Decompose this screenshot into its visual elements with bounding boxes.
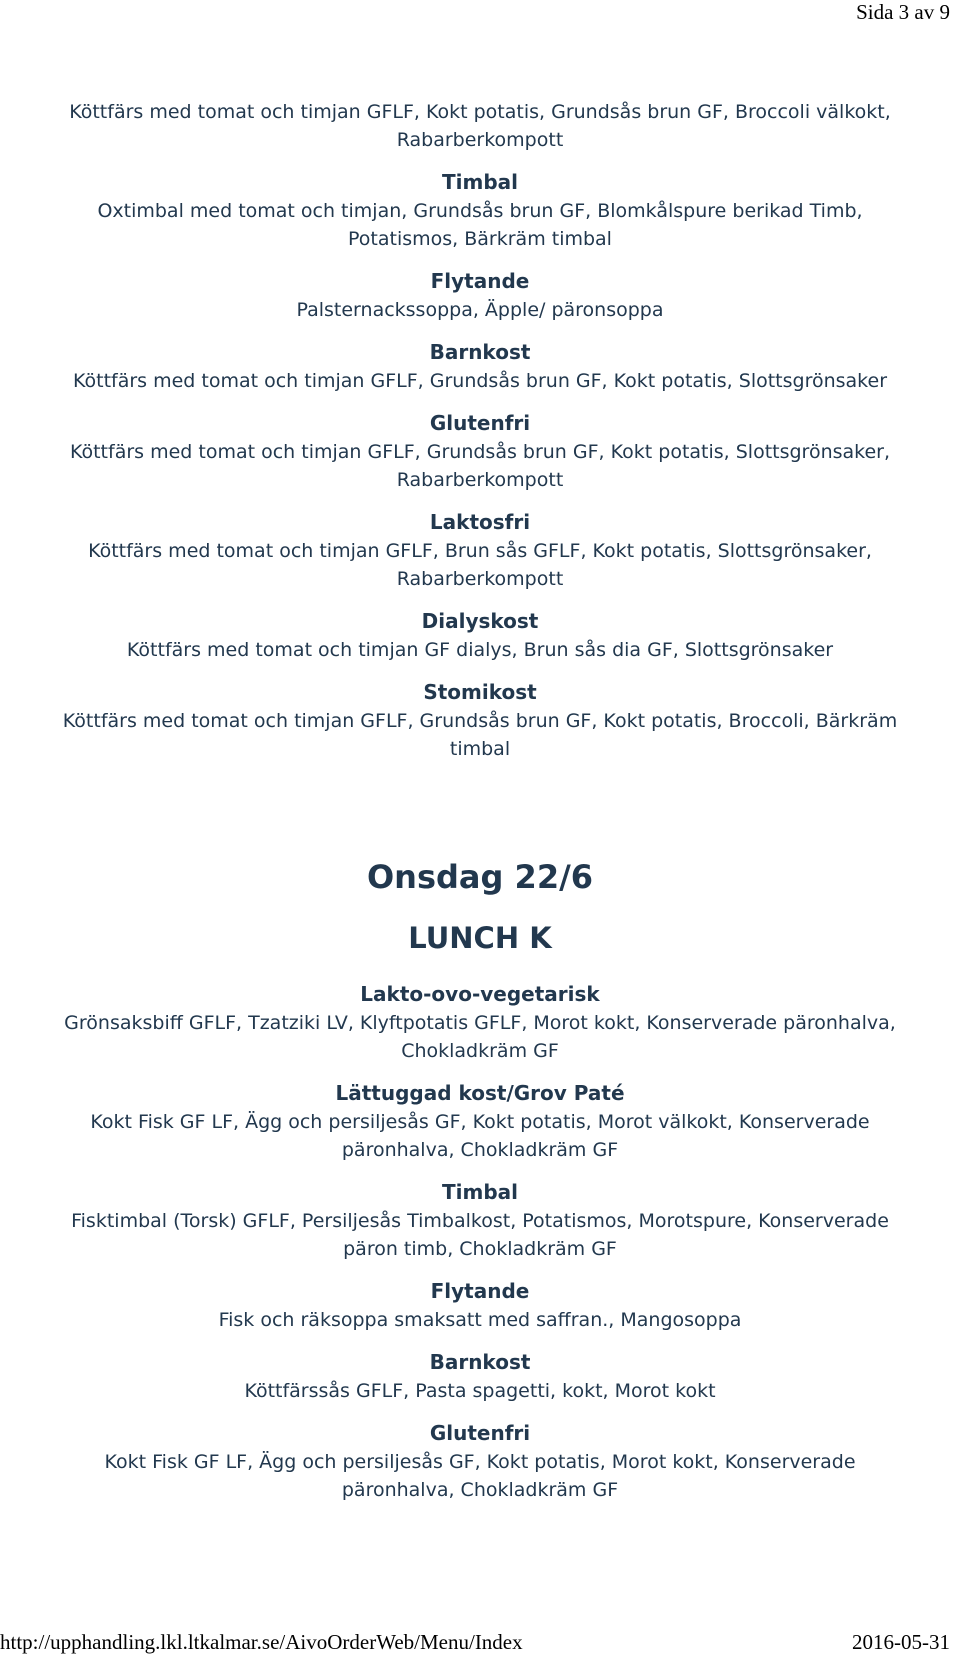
menu-section-text: Köttfärs med tomat och timjan GFLF, Grundsås brun GF, Kokt potatis, Broccoli, Bärkräm timbal (62, 710, 898, 760)
menu-section-lakto-ovo-vegetarisk (0, 980, 960, 1065)
menu-section-heading: Flytande (430, 1279, 530, 1303)
menu-section-heading: Dialyskost (421, 609, 539, 633)
menu-section-lattuggad-kost (0, 1079, 960, 1164)
menu-section-text: Oxtimbal med tomat och timjan, Grundsås brun GF, Blomkålspure berikad Timb, Potatismos, Bärkräm timbal (97, 200, 863, 250)
menu-section-text: Köttfärs med tomat och timjan GFLF, Grundsås brun GF, Kokt potatis, Slottsgrönsaker, Rabarberkompott (69, 441, 891, 491)
footer-url[interactable]: http://upphandling.lkl.ltkalmar.se/AivoOrderWeb/Menu/Index (0, 1630, 523, 1654)
day-menu (0, 856, 960, 1518)
meal-title: LUNCH K (408, 921, 552, 955)
menu-section-stomikost (0, 678, 960, 763)
menu-section-text: Köttfärs med tomat och timjan GFLF, Kokt potatis, Grundsås brun GF, Broccoli välkokt, Rabarberkompott (69, 101, 891, 151)
menu-section-text: Köttfärs med tomat och timjan GFLF, Brun sås GFLF, Kokt potatis, Slottsgrönsaker, Rabarberkompott (88, 540, 872, 590)
menu-section-heading: Timbal (441, 1180, 518, 1204)
menu-section-text: Fisktimbal (Torsk) GFLF, Persiljesås Timbalkost, Potatismos, Morotspure, Konserverade päron timb, Chokladkräm GF (71, 1210, 889, 1260)
menu-section-barnkost (0, 1348, 960, 1405)
menu-section-heading: Lakto-ovo-vegetarisk (360, 982, 600, 1006)
menu-section-text: Fisk och räksoppa smaksatt med saffran., Mangosoppa (218, 1309, 742, 1331)
menu-section-heading: Stomikost (423, 680, 537, 704)
menu-section-heading: Flytande (430, 269, 530, 293)
menu-section-standard (0, 98, 960, 154)
page-number: Sida 3 av 9 (856, 0, 950, 24)
day-title: Onsdag 22/6 (366, 858, 594, 896)
menu-section-text: Köttfärssås GFLF, Pasta spagetti, kokt, Morot kokt (244, 1380, 716, 1402)
menu-section-dialyskost (0, 607, 960, 664)
menu-section-timbal (0, 168, 960, 253)
menu-section-heading: Laktosfri (429, 510, 531, 534)
previous-day-menu (0, 98, 960, 777)
menu-section-text: Kokt Fisk GF LF, Ägg och persiljesås GF, Kokt potatis, Morot kokt, Konserverade päronhalva, Chokladkräm GF (104, 1451, 856, 1501)
menu-section-flytande (0, 1277, 960, 1334)
menu-section-text: Palsternackssoppa, Äpple/ päronsoppa (296, 299, 664, 321)
menu-section-timbal (0, 1178, 960, 1263)
menu-section-heading: Glutenfri (429, 1421, 531, 1445)
menu-section-heading: Timbal (441, 170, 518, 194)
menu-section-text: Grönsaksbiff GFLF, Tzatziki LV, Klyftpotatis GFLF, Morot kokt, Konserverade päronhalva, Chokladkräm GF (64, 1012, 896, 1062)
menu-section-barnkost (0, 338, 960, 395)
menu-section-text: Kokt Fisk GF LF, Ägg och persiljesås GF, Kokt potatis, Morot välkokt, Konserverade päronhalva, Chokladkräm GF (90, 1111, 870, 1161)
menu-section-glutenfri (0, 409, 960, 494)
menu-section-glutenfri (0, 1419, 960, 1504)
menu-section-heading: Barnkost (429, 340, 531, 364)
menu-section-flytande (0, 267, 960, 324)
page-footer (0, 1630, 960, 1654)
menu-section-heading: Barnkost (429, 1350, 531, 1374)
footer-date: 2016-05-31 (852, 1630, 950, 1654)
menu-section-text: Köttfärs med tomat och timjan GFLF, Grundsås brun GF, Kokt potatis, Slottsgrönsaker (72, 370, 888, 392)
menu-section-heading: Lättuggad kost/Grov Paté (335, 1081, 625, 1105)
menu-section-text: Köttfärs med tomat och timjan GF dialys, Brun sås dia GF, Slottsgrönsaker (126, 639, 834, 661)
menu-section-laktosfri (0, 508, 960, 593)
menu-section-heading: Glutenfri (429, 411, 531, 435)
